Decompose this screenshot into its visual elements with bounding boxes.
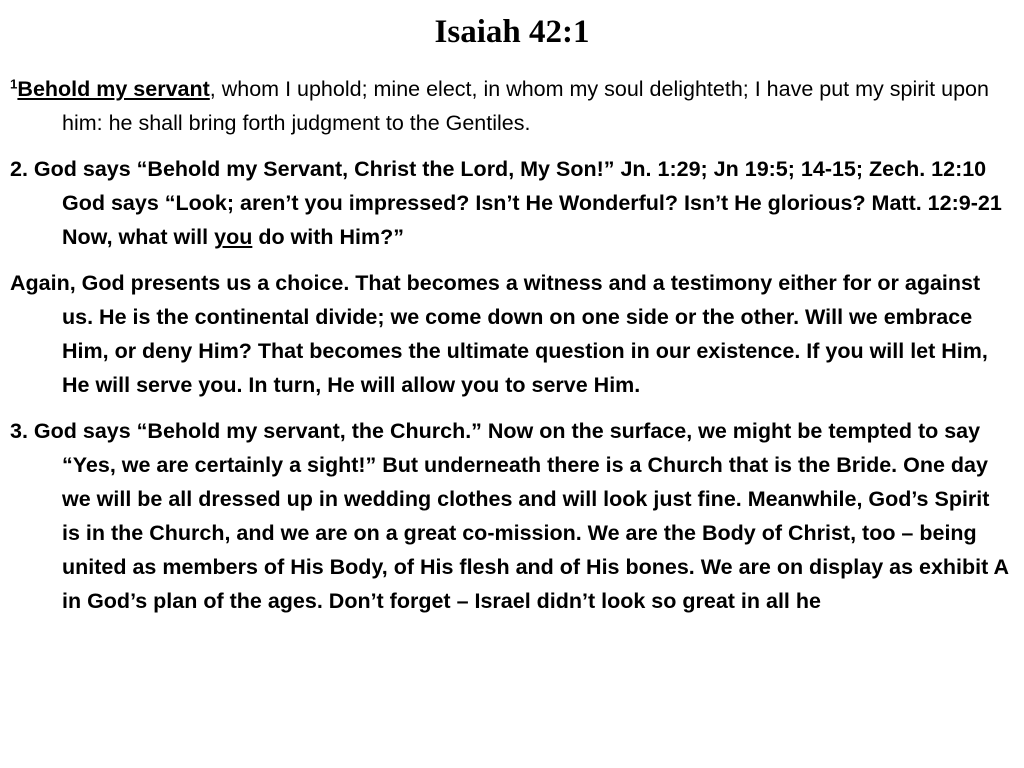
verse-highlight: Behold my servant	[17, 77, 210, 101]
verse-number: 1	[10, 76, 18, 92]
verse-paragraph	[10, 72, 1012, 140]
slide-title: Isaiah 42:1	[434, 14, 590, 50]
point-3-paragraph: 3. God says “Behold my servant, the Church.” Now on the surface, we might be tempted to say “Yes, we are certainly a sight!” But underneath there is a Church that is the Bride. One day we will be all dressed up in wedding clothes and will look just fine. Meanwhile, God’s Spirit is in the Church, and we are on a great co-mission. We are the Body of Christ, too – being united as members of His Body, of His flesh and of His bones. We are on display as exhibit A in God’s plan of the ages. Don’t forget – Israel didn’t look so great in all he	[10, 419, 1009, 613]
point-2-emphasis: you	[214, 225, 253, 249]
again-paragraph: Again, God presents us a choice. That becomes a witness and a testimony either for or against us. He is the continental divide; we come down on one side or the other. Will we embrace Him, or deny Him? That becomes the ultimate question in our existence. If you will let Him, He will serve you. In turn, He will allow you to serve Him.	[10, 271, 988, 397]
slide-body	[10, 72, 1012, 630]
verse-text: , whom I uphold; mine elect, in whom my soul delighteth; I have put my spirit upon him: he shall bring forth judgment to the Gentiles.	[62, 77, 989, 135]
point-2-paragraph	[10, 152, 1012, 254]
point-2-text-after: do with Him?”	[252, 225, 405, 249]
point-2-text-before: 2. God says “Behold my Servant, Christ the Lord, My Son!” Jn. 1:29; Jn 19:5; 14-15; Zech. 12:10 God says “Look; aren’t you impressed? Isn’t He Wonderful? Isn’t He glorious? Matt. 12:9-21 Now, what will	[10, 157, 1002, 249]
